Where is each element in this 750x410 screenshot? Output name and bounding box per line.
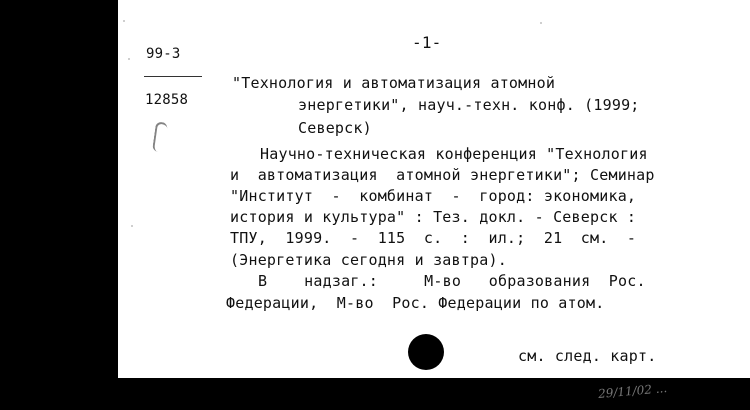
body-line: "Институт - комбинат - город: экономика, [230,187,637,205]
card-number: -1- [412,33,442,52]
body-line: (Энергетика сегодня и завтра). [230,251,507,269]
body-line: В надзаг.: М-во образования Рос. [258,272,646,290]
title-line: Северск) [298,119,372,137]
body-line: Федерации, М-во Рос. Федерации по атом. [226,294,605,312]
scan-noise-mark [123,20,125,22]
scan-noise-mark [540,22,542,24]
body-line: и автоматизация атомной энергетики"; Семинар [230,166,655,184]
body-line: ТПУ, 1999. - 115 с. : ил.; 21 см. - [230,229,637,247]
title-line: энергетики", науч.-техн. конф. (1999; [298,96,640,114]
scan-noise-mark [131,225,133,227]
inventory-number: 12858 [145,92,189,108]
body-line: Научно-техническая конференция "Технология [260,145,648,163]
classification-code: 99-3 [146,46,181,62]
continuation-note: см. след. карт. [518,347,657,365]
handwritten-note: 29/11/02 ... [597,381,668,401]
handwritten-mark [152,121,168,152]
scan-left-border [0,0,118,378]
title-line: "Технология и автоматизация атомной [232,74,556,92]
classification-underline [144,76,202,77]
body-line: история и культура" : Тез. докл. - Северск : [230,208,637,226]
scan-noise-mark [128,58,130,60]
punch-hole [408,334,444,370]
